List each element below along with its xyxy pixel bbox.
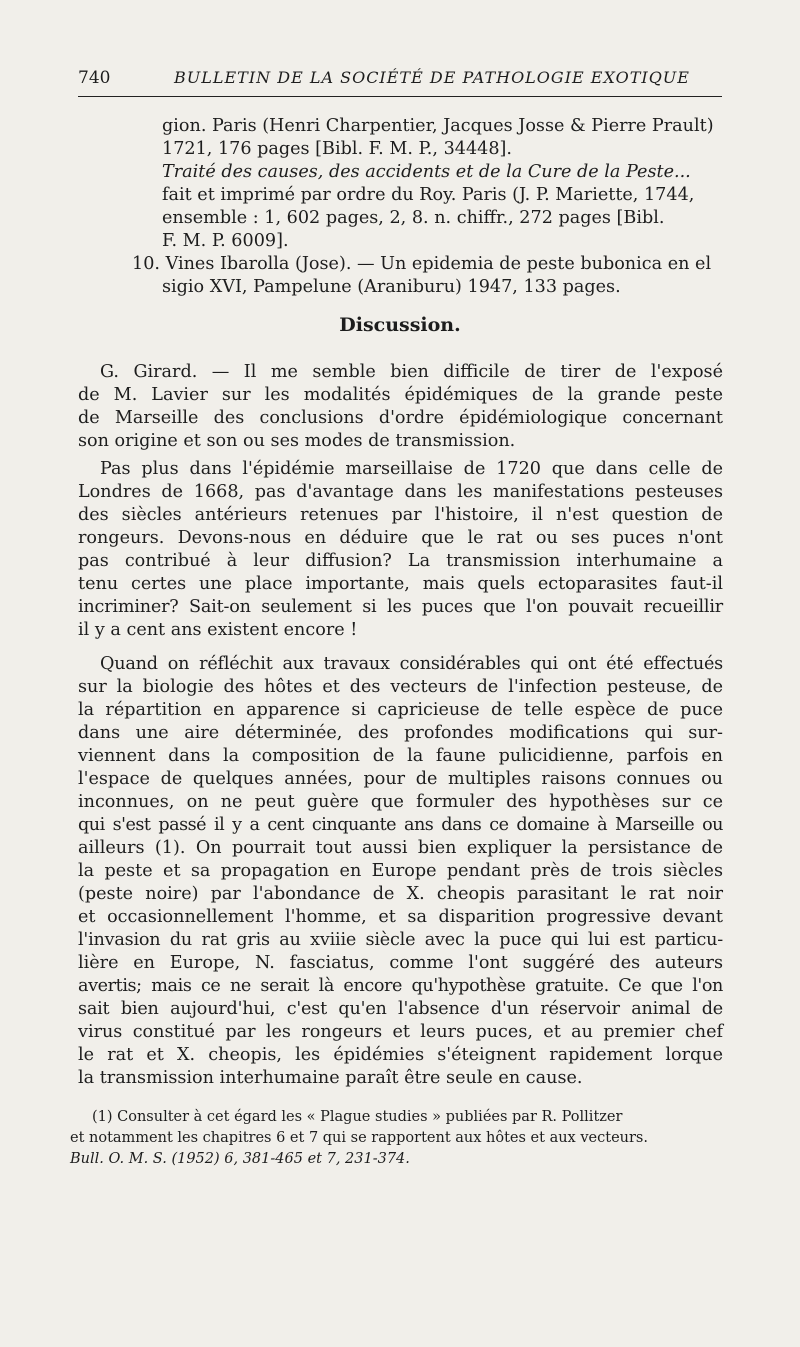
body-line: la répartition en apparence si capricieuse de telle espèce de puce (78, 700, 723, 720)
page-header (78, 68, 722, 96)
body-line: lière en Europe, N. fasciatus, comme l'ont suggéré des auteurs (78, 953, 723, 973)
body-line: sait bien aujourd'hui, c'est qu'en l'absence d'un réservoir animal de (78, 999, 723, 1019)
reference-line: fait et imprimé par ordre du Roy. Paris (J. P. Mariette, 1744, (162, 185, 695, 205)
body-line: et occasionnellement l'homme, et sa disparition progressive devant (78, 907, 723, 927)
reference-line: ensemble : 1, 602 pages, 2, 8. n. chiffr., 272 pages [Bibl. (162, 208, 665, 228)
body-line: incriminer? Sait-on seulement si les puces que l'on pouvait recueillir (78, 597, 723, 617)
body-line: le rat et X. cheopis, les épidémies s'éteignent rapidement lorque (78, 1045, 723, 1065)
body-line: tenu certes une place importante, mais quels ectoparasites faut-il (78, 574, 723, 594)
body-line: pas contribué à leur diffusion? La transmission interhumaine a (78, 551, 723, 571)
reference-line: 10. Vines Ibarolla (Jose). — Un epidemia de peste bubonica en el (132, 254, 712, 274)
footnote-line: Bull. O. M. S. (1952) 6, 381-465 et 7, 231-374. (70, 1151, 410, 1167)
body-line: viennent dans la composition de la faune pulicidienne, parfois en (78, 746, 723, 766)
body-line: il y a cent ans existent encore ! (78, 620, 358, 640)
body-line: des siècles antérieurs retenues par l'histoire, il n'est question de (78, 505, 723, 525)
reference-line: gion. Paris (Henri Charpentier, Jacques Josse & Pierre Prault) (162, 116, 714, 136)
body-line: (peste noire) par l'abondance de X. cheopis parasitant le rat noir (78, 884, 723, 904)
body-line: qui s'est passé il y a cent cinquante ans dans ce domaine à Marseille ou (78, 815, 723, 835)
body-line: son origine et son ou ses modes de transmission. (78, 431, 516, 451)
body-line: avertis; mais ce ne serait là encore qu'hypothèse gratuite. Ce que l'on (78, 976, 723, 996)
reference-line: Traité des causes, des accidents et de la Cure de la Peste... (162, 162, 691, 182)
body-line: Quand on réfléchit aux travaux considérables qui ont été effectués (100, 654, 723, 674)
footnote-line: (1) Consulter à cet égard les « Plague studies » publiées par R. Pollitzer (92, 1109, 623, 1125)
body-line: la peste et sa propagation en Europe pendant près de trois siècles (78, 861, 723, 881)
body-line: de M. Lavier sur les modalités épidémiques de la grande peste (78, 385, 723, 405)
page-number: 740 (78, 68, 111, 88)
reference-line: sigio XVI, Pampelune (Araniburu) 1947, 133 pages. (162, 277, 621, 297)
body-line: virus constitué par les rongeurs et leurs puces, et au premier chef (78, 1022, 723, 1042)
body-line: l'invasion du rat gris au xviiie siècle avec la puce qui lui est particu- (78, 930, 723, 950)
body-line: dans une aire déterminée, des profondes modifications qui sur- (78, 723, 723, 743)
body-line: sur la biologie des hôtes et des vecteurs de l'infection pesteuse, de (78, 677, 723, 697)
body-line: ailleurs (1). On pourrait tout aussi bien expliquer la persistance de (78, 838, 723, 858)
body-line: inconnues, on ne peut guère que formuler des hypothèses sur ce (78, 792, 723, 812)
footnote-line: et notamment les chapitres 6 et 7 qui se rapportent aux hôtes et aux vecteurs. (70, 1130, 648, 1146)
reference-line: 1721, 176 pages [Bibl. F. M. P., 34448]. (162, 139, 512, 159)
body-line: Pas plus dans l'épidémie marseillaise de 1720 que dans celle de (100, 459, 723, 479)
body-line: la transmission interhumaine paraît être seule en cause. (78, 1068, 583, 1088)
header-rule (78, 96, 722, 97)
body-line: Londres de 1668, pas d'avantage dans les manifestations pesteuses (78, 482, 723, 502)
body-line: de Marseille des conclusions d'ordre épidémiologique concernant (78, 408, 723, 428)
section-heading: Discussion. (339, 314, 461, 336)
body-line: rongeurs. Devons-nous en déduire que le rat ou ses puces n'ont (78, 528, 723, 548)
running-title: BULLETIN DE LA SOCIÉTÉ DE PATHOLOGIE EXOTIQUE (174, 68, 690, 87)
body-line: l'espace de quelques années, pour de multiples raisons connues ou (78, 769, 723, 789)
reference-line: F. M. P. 6009]. (162, 231, 289, 251)
body-line: G. Girard. — Il me semble bien difficile de tirer de l'exposé (100, 362, 723, 382)
